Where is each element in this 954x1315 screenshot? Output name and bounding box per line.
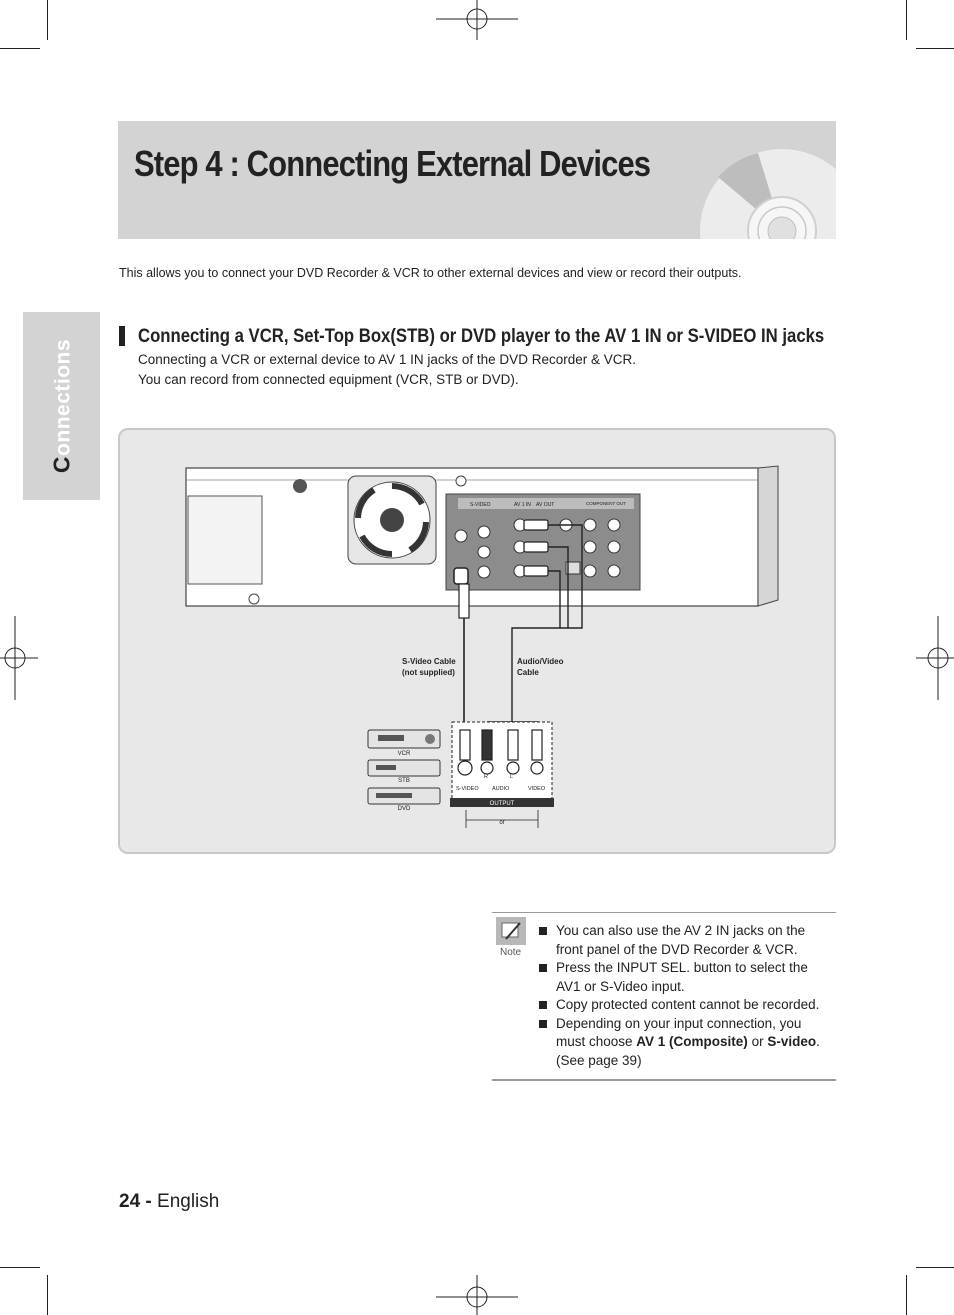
av-cable-label: Audio/Video [517, 657, 564, 666]
registration-mark-right [914, 616, 954, 700]
registration-mark-left [0, 616, 40, 700]
screw-icon [293, 479, 307, 493]
svg-text:AV OUT: AV OUT [536, 502, 555, 508]
crop-mark [47, 0, 48, 40]
section-description: You can record from connected equipment (VCR, STB or DVD). [138, 372, 519, 387]
note-item: You can also use the AV 2 IN jacks on the front panel of the DVD Recorder & VCR. [538, 922, 834, 959]
svg-text:(not supplied): (not supplied) [402, 668, 455, 677]
side-tab-label: Connections [48, 338, 74, 474]
svg-text:VIDEO: VIDEO [528, 786, 546, 792]
svg-text:AUDIO: AUDIO [492, 786, 510, 792]
svg-text:S-VIDEO: S-VIDEO [470, 502, 491, 508]
crop-mark [47, 1275, 48, 1315]
svg-text:R: R [484, 774, 488, 780]
svg-text:OUTPUT: OUTPUT [489, 801, 515, 807]
note-item: Press the INPUT SEL. button to select the AV1 or S-Video input. [538, 959, 834, 996]
audio-r-plug [482, 730, 492, 760]
svg-text:DVD: DVD [397, 806, 411, 812]
crop-mark [0, 48, 40, 49]
svg-text:S-VIDEO: S-VIDEO [456, 786, 479, 792]
note-list [538, 922, 834, 1070]
svg-text:or: or [499, 820, 505, 826]
crop-mark [906, 1275, 907, 1315]
dvd-device [368, 788, 440, 812]
svg-text:STB: STB [398, 778, 410, 784]
video-plug [532, 730, 542, 760]
connection-diagram [118, 428, 836, 854]
svg-text:L: L [510, 774, 514, 780]
registration-mark-bottom [436, 1273, 520, 1315]
intro-text: This allows you to connect your DVD Recorder & VCR to other external devices and view or record their outputs. [119, 266, 742, 280]
page-number: 24 - [119, 1191, 158, 1212]
registration-mark-top [436, 0, 520, 42]
vcr-device [368, 730, 440, 757]
page-title: Step 4 : Connecting External Devices [134, 143, 651, 184]
stb-device [368, 760, 440, 784]
note-item: Copy protected content cannot be recorded. [538, 996, 834, 1015]
crop-mark [916, 48, 954, 49]
vent-panel [188, 496, 262, 584]
note-label: Note [500, 947, 522, 958]
section-description: Connecting a VCR or external device to AV 1 IN jacks of the DVD Recorder & VCR. [138, 352, 636, 367]
svg-text:AV 1 IN: AV 1 IN [514, 502, 531, 508]
language-label: English [157, 1191, 220, 1212]
crop-mark [906, 0, 907, 40]
crop-mark [0, 1267, 40, 1268]
note-box [492, 912, 836, 1081]
svg-text:Cable: Cable [517, 668, 539, 677]
svg-text:COMPONENT OUT: COMPONENT OUT [586, 501, 626, 506]
header-band [118, 121, 836, 239]
diagram-illustration [120, 430, 834, 852]
svg-text:VCR: VCR [397, 751, 411, 757]
svideo-plug [460, 730, 470, 760]
audio-l-plug [508, 730, 518, 760]
side-tab [23, 312, 100, 500]
svideo-cable-label: S-Video Cable [402, 657, 456, 666]
note-item: Depending on your input connection, you must choose AV 1 (Composite) or S-video. (See page 39) [538, 1015, 834, 1071]
section-heading: Connecting a VCR, Set-Top Box(STB) or DVD player to the AV 1 IN or S-VIDEO IN jacks [138, 326, 825, 347]
crop-mark [916, 1267, 954, 1268]
section-marker [119, 326, 125, 346]
page-footer [119, 1191, 219, 1213]
note-pencil-icon [496, 917, 526, 945]
disc-graphic [696, 139, 836, 239]
